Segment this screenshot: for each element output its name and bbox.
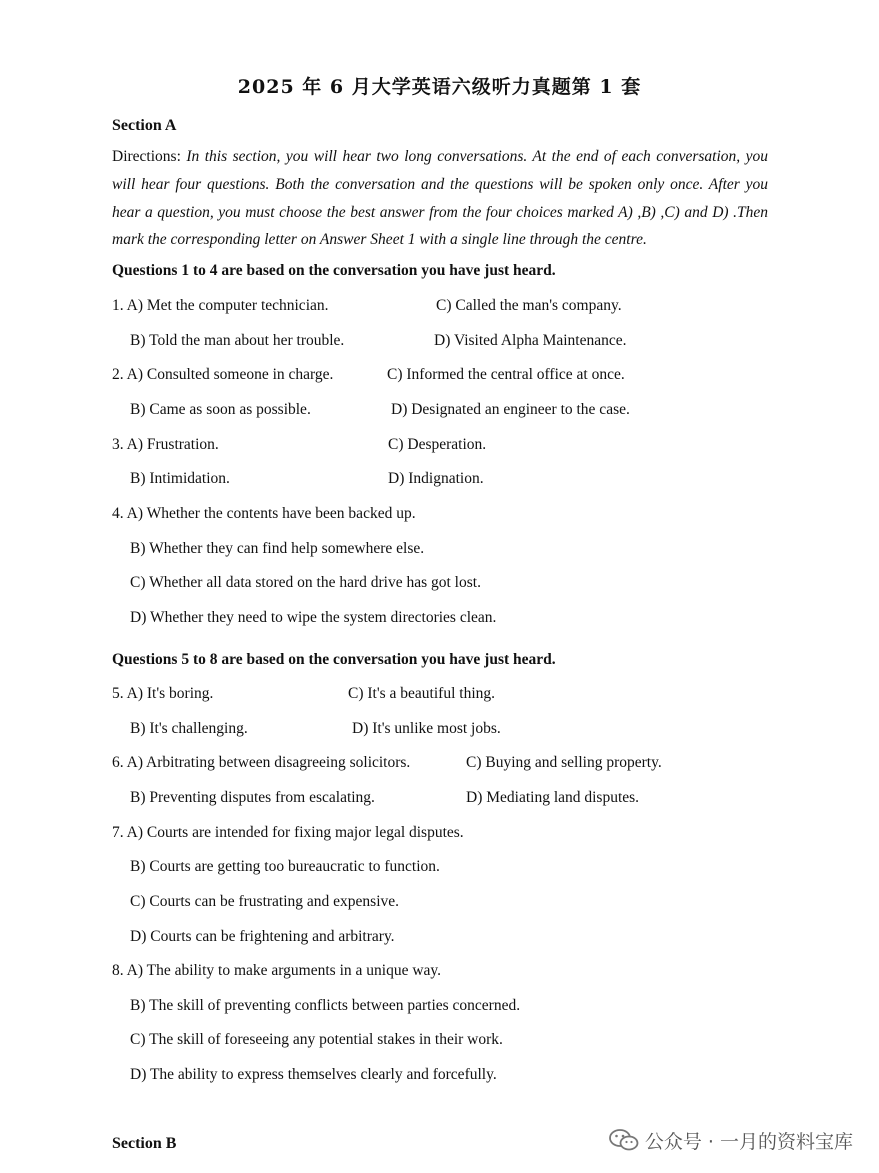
- q5-option-c: C) It's a beautiful thing.: [348, 685, 496, 702]
- q8-option-b: B) The skill of preventing conflicts between parties concerned.: [130, 997, 521, 1014]
- directions-text: In this section, you will hear two long conversations. At the end of each conversation, you will hear four questions. Both the conversation and the questions will be spoken only once. After you hear a question, you must choose the best answer from the four choices marked A) ,B) ,C) and D) .Then mark the corresponding letter on Answer Sheet 1 with a single line through the centre.: [112, 148, 768, 249]
- q4-option-a: 4. A) Whether the contents have been backed up.: [112, 505, 416, 522]
- q3-option-d: D) Indignation.: [388, 470, 484, 487]
- q2-option-c: C) Informed the central office at once.: [387, 366, 625, 383]
- q6-option-d: D) Mediating land disputes.: [466, 789, 640, 806]
- q1-option-b: B) Told the man about her trouble.: [130, 332, 345, 349]
- q6-option-c: C) Buying and selling property.: [466, 754, 662, 771]
- directions-label: Directions:: [112, 148, 181, 165]
- q3-option-a: 3. A) Frustration.: [112, 436, 219, 453]
- questions-1-4-heading: Questions 1 to 4 are based on the conversation you have just heard.: [112, 262, 556, 279]
- q8-option-d: D) The ability to express themselves clearly and forcefully.: [130, 1066, 497, 1083]
- watermark: [609, 1126, 853, 1154]
- q1-option-a: 1. A) Met the computer technician.: [112, 297, 329, 314]
- q8-option-c: C) The skill of foreseeing any potential stakes in their work.: [130, 1031, 503, 1048]
- q5-option-a: 5. A) It's boring.: [112, 685, 214, 702]
- page-title: 2025 年 6 月大学英语六级听力真题第 1 套: [237, 76, 642, 98]
- q4-option-d: D) Whether they need to wipe the system directories clean.: [130, 609, 497, 626]
- q2-option-a: 2. A) Consulted someone in charge.: [112, 366, 334, 383]
- directions-paragraph: [112, 143, 768, 254]
- q7-option-c: C) Courts can be frustrating and expensive.: [130, 893, 400, 910]
- q7-option-a: 7. A) Courts are intended for fixing major legal disputes.: [112, 824, 464, 841]
- q6-option-b: B) Preventing disputes from escalating.: [130, 789, 375, 806]
- q2-option-d: D) Designated an engineer to the case.: [391, 401, 630, 418]
- q8-option-a: 8. A) The ability to make arguments in a unique way.: [112, 962, 442, 979]
- watermark-text: 公众号 · 一月的资料宝库: [644, 1130, 853, 1153]
- q6-option-a: 6. A) Arbitrating between disagreeing solicitors.: [112, 754, 411, 771]
- q4-option-c: C) Whether all data stored on the hard drive has got lost.: [130, 574, 481, 591]
- q5-option-d: D) It's unlike most jobs.: [352, 720, 501, 737]
- section-b-heading: Section B: [112, 1135, 177, 1152]
- q2-option-b: B) Came as soon as possible.: [130, 401, 311, 418]
- q7-option-d: D) Courts can be frightening and arbitrary.: [130, 928, 395, 945]
- q3-option-b: B) Intimidation.: [130, 470, 230, 487]
- q1-option-c: C) Called the man's company.: [436, 297, 622, 314]
- q1-option-d: D) Visited Alpha Maintenance.: [434, 332, 627, 349]
- questions-5-8-heading: Questions 5 to 8 are based on the conversation you have just heard.: [112, 651, 556, 668]
- q4-option-b: B) Whether they can find help somewhere else.: [130, 540, 425, 557]
- wechat-icon: [609, 1128, 639, 1152]
- q5-option-b: B) It's challenging.: [130, 720, 248, 737]
- section-a-heading: Section A: [112, 117, 177, 134]
- q3-option-c: C) Desperation.: [388, 436, 487, 453]
- q7-option-b: B) Courts are getting too bureaucratic to function.: [130, 858, 440, 875]
